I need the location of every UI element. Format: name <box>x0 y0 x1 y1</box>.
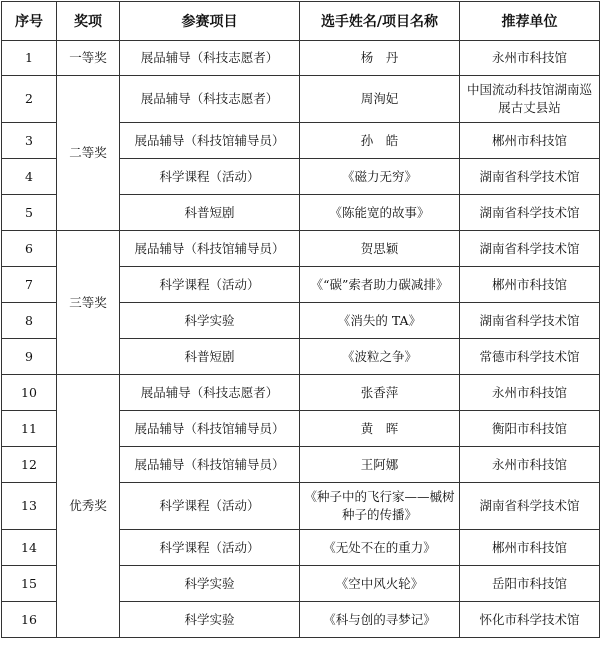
row-name: 王阿娜 <box>300 447 460 483</box>
row-project: 科学课程（活动） <box>120 267 300 303</box>
row-unit: 湖南省科学技术馆 <box>460 159 600 195</box>
row-unit: 中国流动科技馆湖南巡展古丈县站 <box>460 76 600 123</box>
row-unit: 衡阳市科技馆 <box>460 411 600 447</box>
row-name: 《空中风火轮》 <box>300 566 460 602</box>
row-name: 《磁力无穷》 <box>300 159 460 195</box>
awards-table <box>1 1 600 638</box>
row-no: 15 <box>2 566 57 602</box>
row-name: 周洵妃 <box>300 76 460 123</box>
row-name: 黄 晖 <box>300 411 460 447</box>
row-no: 6 <box>2 231 57 267</box>
row-unit: 湖南省科学技术馆 <box>460 483 600 530</box>
row-no: 5 <box>2 195 57 231</box>
row-project: 展品辅导（科技志愿者） <box>120 76 300 123</box>
row-project: 科学实验 <box>120 566 300 602</box>
table-row <box>2 375 600 411</box>
row-no: 8 <box>2 303 57 339</box>
row-project: 展品辅导（科技馆辅导员） <box>120 447 300 483</box>
row-unit: 郴州市科技馆 <box>460 267 600 303</box>
row-name: 《陈能宽的故事》 <box>300 195 460 231</box>
row-no: 1 <box>2 41 57 76</box>
header-project: 参赛项目 <box>120 2 300 41</box>
award-cell-third: 三等奖 <box>57 231 120 375</box>
table-row <box>2 231 600 267</box>
row-project: 展品辅导（科技馆辅导员） <box>120 231 300 267</box>
row-project: 科学课程（活动） <box>120 483 300 530</box>
header-name: 选手姓名/项目名称 <box>300 2 460 41</box>
row-no: 14 <box>2 530 57 566</box>
row-no: 16 <box>2 602 57 638</box>
header-unit: 推荐单位 <box>460 2 600 41</box>
row-project: 展品辅导（科技馆辅导员） <box>120 123 300 159</box>
row-project: 展品辅导（科技志愿者） <box>120 41 300 76</box>
row-no: 10 <box>2 375 57 411</box>
row-no: 4 <box>2 159 57 195</box>
row-project: 科普短剧 <box>120 339 300 375</box>
row-unit: 湖南省科学技术馆 <box>460 231 600 267</box>
row-project: 展品辅导（科技志愿者） <box>120 375 300 411</box>
row-unit: 岳阳市科技馆 <box>460 566 600 602</box>
row-unit: 郴州市科技馆 <box>460 530 600 566</box>
row-project: 科学课程（活动） <box>120 530 300 566</box>
row-no: 13 <box>2 483 57 530</box>
award-cell-second: 二等奖 <box>57 76 120 231</box>
row-no: 9 <box>2 339 57 375</box>
row-unit: 永州市科技馆 <box>460 375 600 411</box>
row-no: 7 <box>2 267 57 303</box>
row-name: 孙 皓 <box>300 123 460 159</box>
row-name: 《种子中的飞行家——槭树种子的传播》 <box>300 483 460 530</box>
award-cell-first: 一等奖 <box>57 41 120 76</box>
row-name: 《无处不在的重力》 <box>300 530 460 566</box>
header-no: 序号 <box>2 2 57 41</box>
header-award: 奖项 <box>57 2 120 41</box>
row-name: 《“碳”索者助力碳减排》 <box>300 267 460 303</box>
row-unit: 永州市科技馆 <box>460 41 600 76</box>
row-name: 《波粒之争》 <box>300 339 460 375</box>
row-project: 展品辅导（科技馆辅导员） <box>120 411 300 447</box>
row-no: 11 <box>2 411 57 447</box>
row-project: 科普短剧 <box>120 195 300 231</box>
row-no: 2 <box>2 76 57 123</box>
header-row <box>2 2 600 41</box>
table-row <box>2 41 600 76</box>
row-no: 3 <box>2 123 57 159</box>
row-project: 科学实验 <box>120 303 300 339</box>
row-unit: 常德市科学技术馆 <box>460 339 600 375</box>
table-row <box>2 76 600 123</box>
row-name: 贺思颖 <box>300 231 460 267</box>
row-unit: 永州市科技馆 <box>460 447 600 483</box>
row-unit: 怀化市科学技术馆 <box>460 602 600 638</box>
row-no: 12 <box>2 447 57 483</box>
row-project: 科学实验 <box>120 602 300 638</box>
row-unit: 郴州市科技馆 <box>460 123 600 159</box>
award-cell-excellent: 优秀奖 <box>57 375 120 638</box>
row-name: 杨 丹 <box>300 41 460 76</box>
row-name: 张香萍 <box>300 375 460 411</box>
row-name: 《科与创的寻梦记》 <box>300 602 460 638</box>
row-unit: 湖南省科学技术馆 <box>460 303 600 339</box>
row-unit: 湖南省科学技术馆 <box>460 195 600 231</box>
row-project: 科学课程（活动） <box>120 159 300 195</box>
row-name: 《消失的 TA》 <box>300 303 460 339</box>
